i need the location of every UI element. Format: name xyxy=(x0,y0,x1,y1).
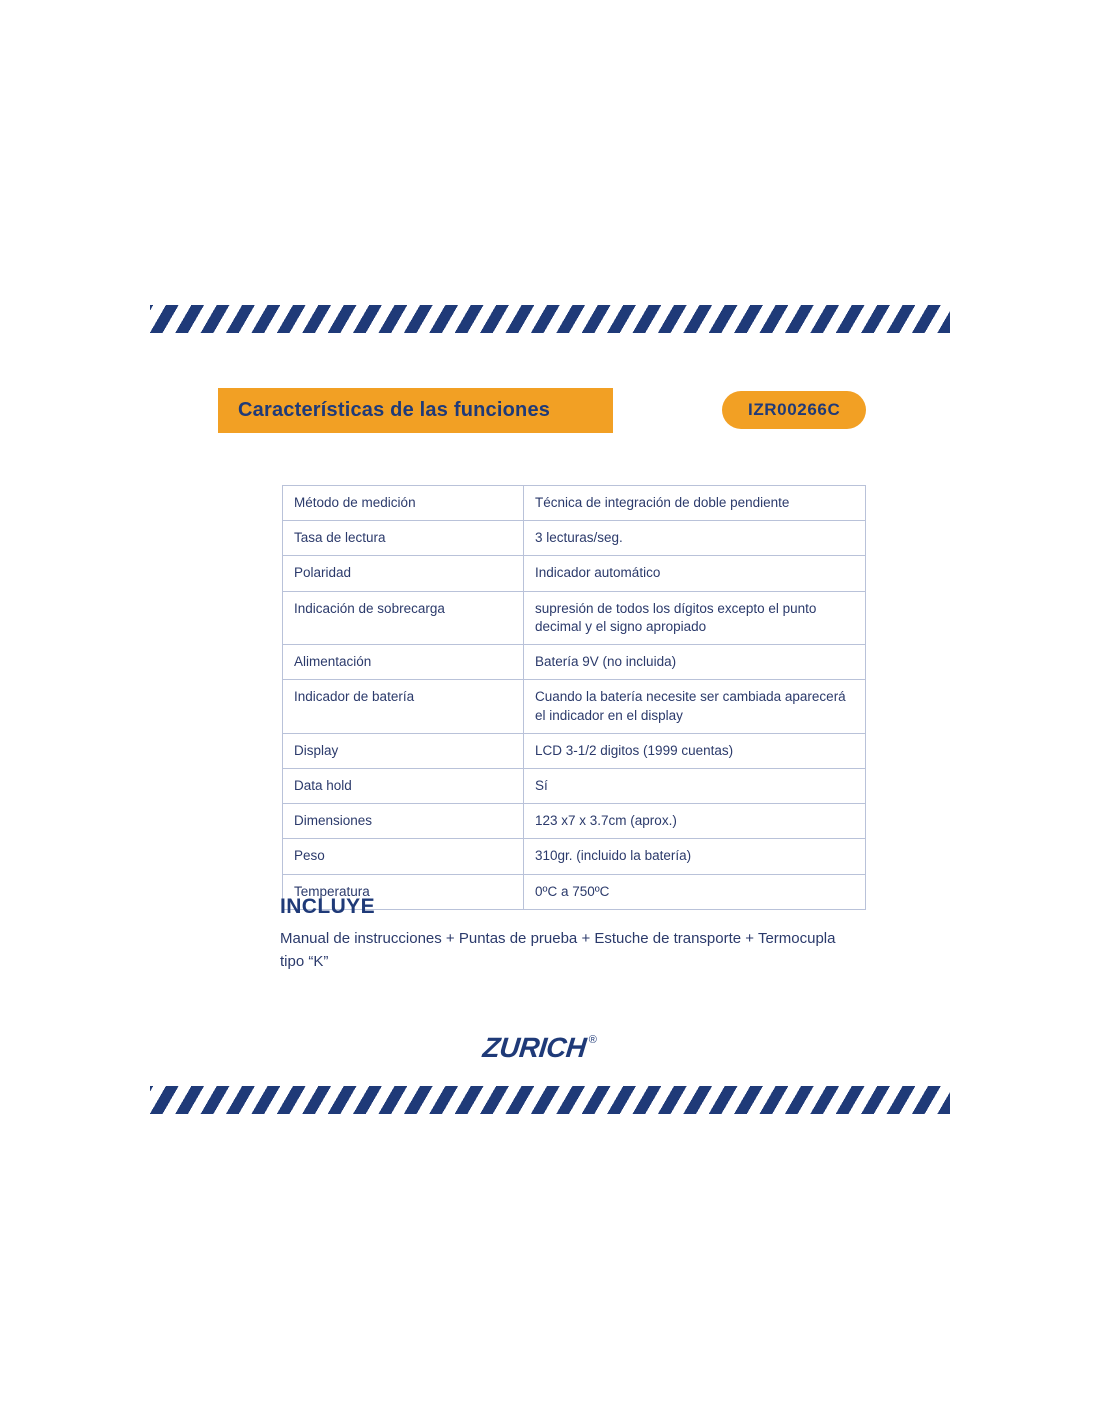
spec-value: LCD 3-1/2 digitos (1999 cuentas) xyxy=(524,733,866,768)
table-row xyxy=(283,804,866,839)
table-row xyxy=(283,486,866,521)
section-title-banner xyxy=(218,388,613,433)
spec-value: supresión de todos los dígitos excepto el punto decimal y el signo apropiado xyxy=(524,591,866,644)
spec-label: Peso xyxy=(283,839,524,874)
brand-name: ZURICH xyxy=(481,1032,588,1063)
specifications-table-body xyxy=(283,486,866,910)
spec-label: Data hold xyxy=(283,768,524,803)
spec-value: 0ºC a 750ºC xyxy=(524,874,866,909)
table-row xyxy=(283,645,866,680)
page-title: Características de las funciones xyxy=(238,399,551,421)
spec-value: Sí xyxy=(524,768,866,803)
registered-trademark-icon: ® xyxy=(588,1034,597,1046)
includes-heading: INCLUYE xyxy=(280,895,375,918)
includes-text: Manual de instrucciones + Puntas de prueba + Estuche de transporte + Termocupla tipo “K” xyxy=(280,930,836,971)
spec-value: Indicador automático xyxy=(524,556,866,591)
spec-label: Alimentación xyxy=(283,645,524,680)
spec-value: 123 x7 x 3.7cm (aprox.) xyxy=(524,804,866,839)
table-row xyxy=(283,733,866,768)
brand-logo xyxy=(483,1032,597,1064)
spec-value: 310gr. (incluido la batería) xyxy=(524,839,866,874)
product-code-label: IZR00266C xyxy=(748,400,841,419)
spec-label: Dimensiones xyxy=(283,804,524,839)
decorative-stripe-top xyxy=(150,305,950,333)
spec-value: 3 lecturas/seg. xyxy=(524,521,866,556)
table-row xyxy=(283,556,866,591)
spec-value: Técnica de integración de doble pendiente xyxy=(524,486,866,521)
table-row xyxy=(283,680,866,733)
table-row xyxy=(283,591,866,644)
decorative-stripe-bottom xyxy=(150,1086,950,1114)
table-row xyxy=(283,839,866,874)
specifications-table xyxy=(282,485,866,910)
spec-value: Cuando la batería necesite ser cambiada aparecerá el indicador en el display xyxy=(524,680,866,733)
table-row xyxy=(283,768,866,803)
spec-label: Indicación de sobrecarga xyxy=(283,591,524,644)
spec-value: Batería 9V (no incluida) xyxy=(524,645,866,680)
spec-label: Polaridad xyxy=(283,556,524,591)
includes-section xyxy=(280,895,840,974)
spec-label: Método de medición xyxy=(283,486,524,521)
spec-label: Temperatura xyxy=(283,874,524,909)
product-code-badge xyxy=(722,391,866,429)
spec-label: Display xyxy=(283,733,524,768)
spec-label: Tasa de lectura xyxy=(283,521,524,556)
spec-label: Indicador de batería xyxy=(283,680,524,733)
table-row xyxy=(283,521,866,556)
